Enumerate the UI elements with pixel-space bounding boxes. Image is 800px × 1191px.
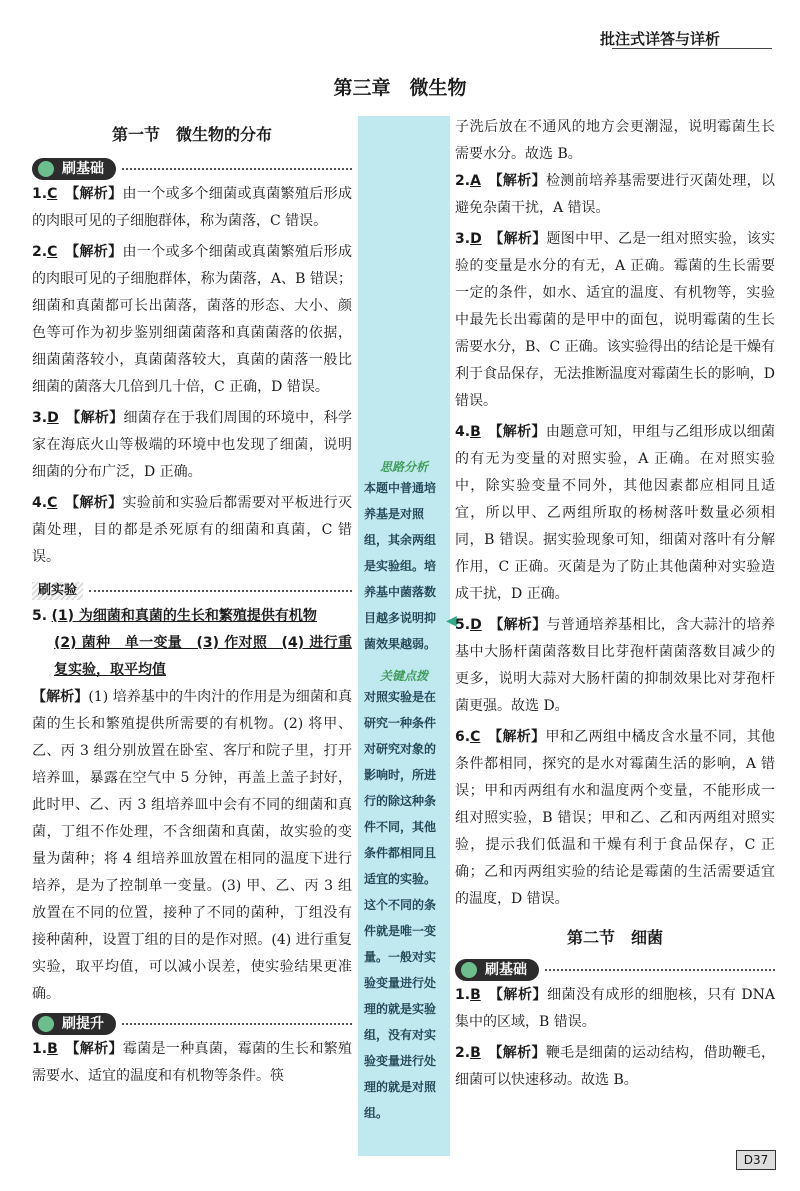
jiexi-label: 【解析】	[495, 987, 548, 1003]
section2-title: 第二节 细菌	[566, 928, 663, 947]
answer-text: 由一个或多个细菌或真菌繁殖后形成的肉眼可见的子细胞群体，称为菌落，C 错误。	[32, 186, 353, 229]
dotted-rule	[122, 1023, 352, 1025]
banner-shiyan	[32, 579, 352, 603]
banner-jichu-2	[455, 958, 775, 982]
answer-number: 4.	[455, 424, 471, 440]
banner-jichu-2-label: 刷基础	[455, 959, 539, 981]
jiexi-label: 【解析】	[496, 617, 547, 633]
answer-letter: C	[47, 244, 58, 260]
answer-item	[455, 226, 775, 415]
answer-text: 细菌存在于我们周围的环境中，科学家在海底火山等极端的环境中也发现了细菌，说明细菌的分布广泛，D 正确。	[32, 410, 353, 480]
answer-text: 与普通培养基相比，含大蒜汁的培养基中大肠杆菌菌落数目比芽孢杆菌菌落数目减少的更多，说明大蒜对大肠杆菌的抑制效果比对芽孢杆菌更强。故选 D。	[455, 617, 776, 714]
answer-text: 细菌没有成形的细胞核，只有 DNA 集中的区域，B 错误。	[455, 987, 775, 1030]
banner-jichu-label: 刷基础	[32, 158, 116, 180]
section1-title: 第一节 微生物的分布	[111, 125, 272, 144]
answer-letter: C	[47, 186, 58, 202]
answer-letter: A	[470, 173, 481, 189]
answer-letter: C	[47, 495, 58, 511]
right-column	[455, 114, 775, 1098]
tisheng1-text: 霉菌是一种真菌，霉菌的生长和繁殖需要水、适宜的温度和有机物等条件。筷	[32, 1041, 353, 1084]
q5-answer-2: (2) 菌种 单一变量 (3) 作对照 (4) 进行重复实验，取平均值	[54, 635, 352, 678]
answer-number: 6.	[455, 729, 471, 745]
banner-shiyan-label: 刷实验	[32, 582, 83, 600]
jiexi-label: 【解析】	[496, 231, 547, 247]
page-number: D37	[736, 1150, 776, 1170]
jiexi-label: 【解析】	[32, 689, 89, 705]
answer-number: 3.	[32, 410, 48, 426]
answer-letter: D	[470, 231, 482, 247]
section2-answer-list	[455, 982, 775, 1094]
left-answer-list	[32, 181, 352, 571]
right-answer-list	[455, 168, 775, 913]
right-continuation: 子洗后放在不通风的地方会更潮湿，说明霉菌生长需要水分。故选 B。	[455, 119, 775, 162]
answer-item	[455, 419, 775, 608]
answer-item	[455, 612, 775, 720]
banner-jichu	[32, 157, 352, 181]
answer-text: 甲和乙两组中橘皮含水量不同，其他条件都相同，探究的是水对霉菌生活的影响，A 错误；甲和丙两组有水和温度两个变量，不能形成一组对照实验，B 错误；甲和乙、乙和丙两组对照实验，提示我们低温和干燥有利于食品保存，C 正确；乙和丙两组实验的结论是霉菌的生活需要适宜的温度，D 错误。	[455, 729, 776, 907]
answer-letter: C	[470, 729, 481, 745]
side1-title: 思路分析	[379, 460, 428, 474]
tisheng-answer-1	[32, 1036, 352, 1090]
q5-answer-1: (1) 为细菌和真菌的生长和繁殖提供有机物	[51, 608, 317, 624]
answer-number: 3.	[455, 231, 471, 247]
answer-item	[32, 181, 352, 235]
answer-number: 2.	[455, 1045, 471, 1061]
answer-text: 由题意可知，甲组与乙组形成以细菌的有无为变量的对照实验，A 正确。在对照实验中，除实验变量不同外，其他因素都应相同且适宜，所以甲、乙两组所取的杨树落叶数量必须相同，B 错误。据实验现象可知，细菌对落叶有分解作用，C 正确。灭菌是为了防止其他菌种对实验造成干扰，D 正确。	[455, 424, 776, 602]
answer-letter: B	[470, 1045, 481, 1061]
answer-number: 2.	[455, 173, 471, 189]
answer-text: 鞭毛是细菌的运动结构，借助鞭毛，细菌可以快速移动。故选 B。	[455, 1045, 776, 1088]
jiexi-label: 【解析】	[72, 244, 123, 260]
q5-answer	[32, 603, 352, 1008]
answer-text: 检测前培养基需要进行灭菌处理，以避免杂菌干扰，A 错误。	[455, 173, 776, 216]
answer-text: 由一个或多个细菌或真菌繁殖后形成的肉眼可见的子细胞群体，称为菌落，A、B 错误；细菌和真菌都可长出菌落，菌落的形态、大小、颜色等可作为初步鉴别细菌菌落和真菌菌落的依据，细菌菌落较小，真菌菌落较大，真菌的菌落一般比细菌的菌落大几倍到几十倍，C 正确，D 错误。	[32, 244, 353, 395]
answer-item	[455, 724, 775, 913]
side2-text: 对照实验是在研究一种条件对研究对象的影响时，所进行的除这种条件不同，其他条件都相同且适宜的实验。这个不同的条件就是唯一变量。一般对实验变量进行处理的就是实验组，没有对实验变量进行处理的就是对照组。	[364, 690, 437, 1120]
answer-letter: D	[47, 410, 59, 426]
answer-text: 题图中甲、乙是一组对照实验，该实验的变量是水分的有无，A 正确。霉菌的生长需要一定的条件，如水、适宜的温度、有机物等，实验中最先长出霉菌的是甲中的面包，说明霉菌的生长需要水分，B、C 正确。该实验得出的结论是干燥有利于食品保存，无法推断温度对霉菌生长的影响，D 错误。	[455, 231, 776, 409]
side1-text: 本题中普通培养基是对照组，其余两组是实验组。培养基中菌落数目越多说明抑菌效果越弱。	[364, 481, 437, 651]
jiexi-label: 【解析】	[72, 186, 123, 202]
answer-number: 1.	[32, 186, 48, 202]
answer-number: 5.	[455, 617, 471, 633]
jiexi-label: 【解析】	[495, 173, 546, 189]
jiexi-label: 【解析】	[72, 495, 123, 511]
answer-number: 1.	[455, 987, 471, 1003]
dotted-rule	[89, 590, 352, 592]
answer-number: 2.	[32, 244, 48, 260]
side2-title: 关键点拨	[379, 669, 428, 683]
answer-item	[455, 982, 775, 1036]
dotted-rule	[545, 969, 775, 971]
tisheng1-letter: B	[47, 1041, 58, 1057]
answer-item	[32, 490, 352, 571]
answer-text: 实验前和实验后都需要对平板进行灭菌处理，目的都是杀死原有的细菌和真菌，C 错误。	[32, 495, 353, 565]
answer-item	[32, 239, 352, 401]
q5-number: 5.	[32, 608, 48, 624]
side-annotation-strip	[358, 116, 450, 1156]
tisheng1-number: 1.	[32, 1041, 48, 1057]
left-column	[32, 122, 352, 1090]
answer-letter: D	[470, 617, 482, 633]
answer-letter: B	[470, 987, 481, 1003]
header-rule	[612, 48, 772, 49]
answer-number: 4.	[32, 495, 48, 511]
banner-tisheng-label: 刷提升	[32, 1013, 116, 1035]
banner-tisheng	[32, 1012, 352, 1036]
chapter-title: 第三章 微生物	[333, 77, 467, 99]
jiexi-label: 【解析】	[495, 1045, 546, 1061]
arrow-icon: ◀	[446, 613, 457, 629]
answer-item	[32, 405, 352, 486]
answer-item	[455, 1040, 775, 1094]
answer-item	[455, 168, 775, 222]
jiexi-label: 【解析】	[495, 424, 546, 440]
jiexi-label: 【解析】	[495, 729, 546, 745]
answer-letter: B	[470, 424, 481, 440]
jiexi-label: 【解析】	[73, 410, 124, 426]
dotted-rule	[122, 168, 352, 170]
running-header: 批注式详答与详析	[600, 30, 721, 48]
q5-explanation: (1) 培养基中的牛肉汁的作用是为细菌和真菌的生长和繁殖提供所需要的有机物。(2) 将甲、乙、丙 3 组分别放置在卧室、客厅和院子里，打开培养皿，暴露在空气中 5 分钟，再盖上盖子封好，此时甲、乙、丙 3 组培养皿中会有不同的细菌和真菌，丁组不作处理，不含细菌和真菌，故实验的变量为菌种；将 4 组培养皿放置在相同的温度下进行培养，是为了控制单一变量。(3) 甲、乙、丙 3 组放置在不同的位置，接种了不同的菌种，丁组没有接种菌种，设置丁组的目的是作对照。(4) 进行重复实验，取平均值，可以减小误差，使实验结果更准确。	[32, 689, 352, 1002]
jiexi-label: 【解析】	[72, 1041, 123, 1057]
